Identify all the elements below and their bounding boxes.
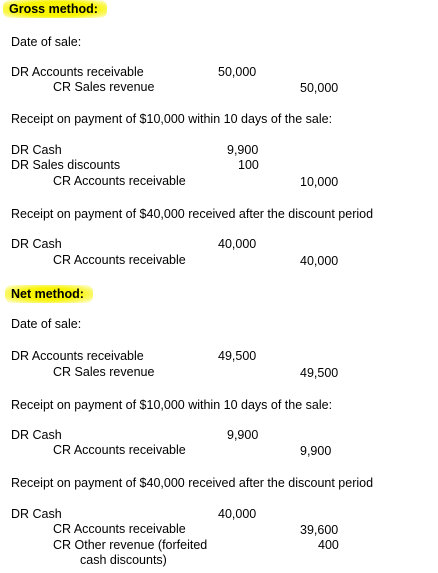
net-method-heading: Net method:	[5, 285, 93, 303]
net-sale-debit-amount: 49,500	[218, 349, 257, 363]
net-receipt1-title: Receipt on payment of $10,000 within 10 days of the sale:	[11, 398, 333, 412]
net-r2-credit-other-revenue-line2: cash discounts)	[80, 553, 167, 567]
net-r2-credit-ar: CR Accounts receivable	[53, 522, 186, 536]
gross-date-of-sale-label: Date of sale:	[11, 35, 82, 49]
net-r1-credit-ar: CR Accounts receivable	[53, 443, 186, 457]
gross-r1-credit-ar-amount: 10,000	[300, 175, 339, 189]
gross-r2-debit-cash: DR Cash	[11, 237, 62, 251]
gross-sale-credit-account: CR Sales revenue	[53, 80, 155, 94]
net-r1-debit-cash: DR Cash	[11, 428, 62, 442]
gross-r2-credit-ar-amount: 40,000	[300, 254, 339, 268]
gross-r1-debit-cash: DR Cash	[11, 143, 62, 157]
net-receipt2-title: Receipt on payment of $40,000 received after the discount period	[11, 476, 374, 490]
net-date-of-sale-label: Date of sale:	[11, 317, 82, 331]
gross-r2-debit-cash-amount: 40,000	[218, 237, 257, 251]
net-sale-credit-amount: 49,500	[300, 366, 339, 380]
gross-r1-debit-discounts-amount: 100	[238, 158, 259, 172]
gross-r1-credit-ar: CR Accounts receivable	[53, 174, 186, 188]
net-r2-debit-cash-amount: 40,000	[218, 507, 257, 521]
gross-r1-debit-cash-amount: 9,900	[227, 143, 259, 157]
gross-r2-credit-ar: CR Accounts receivable	[53, 253, 186, 267]
gross-sale-credit-amount: 50,000	[300, 81, 339, 95]
gross-receipt2-title: Receipt on payment of $40,000 received after the discount period	[11, 207, 374, 221]
gross-sale-debit-amount: 50,000	[218, 65, 257, 79]
net-r2-debit-cash: DR Cash	[11, 507, 62, 521]
net-sale-debit-account: DR Accounts receivable	[11, 349, 144, 363]
gross-method-heading: Gross method:	[3, 0, 107, 18]
net-r1-credit-ar-amount: 9,900	[300, 444, 332, 458]
net-r1-debit-cash-amount: 9,900	[227, 428, 259, 442]
net-r2-credit-other-revenue-line1: CR Other revenue (forfeited	[53, 538, 208, 552]
net-sale-credit-account: CR Sales revenue	[53, 365, 155, 379]
gross-receipt1-title: Receipt on payment of $10,000 within 10 days of the sale:	[11, 112, 333, 126]
net-r2-credit-other-revenue-amount: 400	[318, 538, 339, 552]
gross-sale-debit-account: DR Accounts receivable	[11, 65, 144, 79]
net-r2-credit-ar-amount: 39,600	[300, 523, 339, 537]
gross-r1-debit-discounts: DR Sales discounts	[11, 158, 121, 172]
